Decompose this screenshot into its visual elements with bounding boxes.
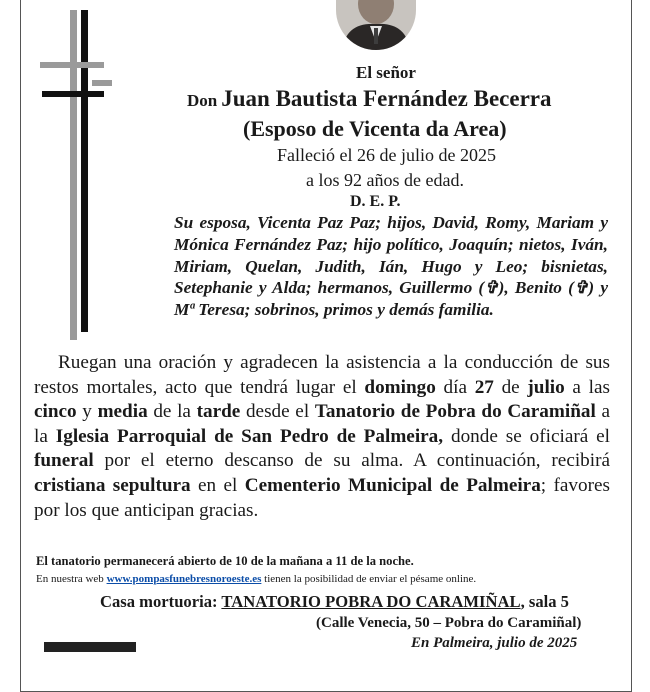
opening-hours: El tanatorio permanecerá abierto de 10 de la mañana a 11 de la noche.	[36, 554, 414, 568]
mortuary-line	[100, 592, 569, 612]
time-of-day: tarde	[196, 401, 241, 423]
burial: cristiana sepultura	[34, 474, 191, 496]
age-line: a los 92 años de edad.	[306, 170, 464, 190]
funeral: funeral	[34, 450, 94, 472]
cross-glyph-icon: ✞	[573, 278, 589, 298]
cemetery: Cementerio Municipal de Palmeira	[244, 474, 541, 496]
website-link[interactable]: www.pompasfunebresnoroeste.es	[106, 573, 262, 585]
web-line: En nuestra web www.pompasfunebresnoroeste.es tienen la posibilidad de enviar el pésame online.	[36, 573, 477, 585]
title-line: El señor	[356, 63, 416, 82]
venue: Tanatorio de Pobra do Caramiñal	[314, 401, 596, 423]
announcement-paragraph: Ruegan una oración y agradecen la asistencia a la conducción de sus restos mortales, acto que tendrá lugar el domingo día 27 de julio a las cinco y media de la tarde desde el Tanatorio de Pobra do Caramiñal a la Iglesia Parroquial de San Pedro de Palmeira, donde se oficiará el funeral por el eterno descanso de su alma. A continuación, recibirá cristiana sepultura en el Cementerio Municipal de Palmeira; favores por los que anticipan gracias.	[34, 352, 610, 521]
footer-mark	[44, 642, 136, 652]
mortuary-label: Casa mortuoria:	[100, 592, 218, 611]
mourners-text: Su esposa, Vicenta Paz Paz; hijos, David, Romy, Mariam y Mónica Fernández Paz; hijo político, Joaquín; nietos, Iván, Miriam, Quelan, Judith, Ián, Hugo y Leo; bisnietas, Setephanie y Alda; hermanos, Guillermo (	[174, 213, 608, 298]
cross-icon	[40, 10, 112, 340]
mourners-text: ) y Mª Teresa; sobrinos, primos y demás familia.	[174, 278, 608, 320]
mourners-paragraph	[174, 212, 608, 321]
death-date: Falleció el 26 de julio de 2025	[277, 145, 496, 165]
spouse-line: (Esposo de Vicenta da Area)	[243, 116, 507, 141]
mortuary-address: (Calle Venecia, 50 – Pobra do Caramiñal)	[316, 615, 582, 631]
hour-half: media	[97, 401, 148, 423]
mourners-text: ), Benito (	[498, 278, 574, 298]
hour: cinco	[34, 401, 77, 423]
place-date: En Palmeira, julio de 2025	[411, 635, 578, 651]
deceased-name: Juan Bautista Fernández Becerra	[221, 86, 552, 111]
month: julio	[527, 376, 565, 398]
honorific: Don	[187, 91, 218, 110]
deceased-name-line	[187, 86, 552, 112]
rip-text: D. E. P.	[350, 193, 401, 210]
day-of-week: domingo	[364, 376, 436, 398]
mortuary-room: , sala 5	[520, 592, 569, 611]
mortuary-place: TANATORIO POBRA DO CARAMIÑAL	[221, 592, 521, 611]
church: Iglesia Parroquial de San Pedro de Palmeira,	[55, 425, 444, 447]
cross-glyph-icon: ✞	[484, 278, 499, 298]
day-number: 27	[474, 376, 494, 398]
